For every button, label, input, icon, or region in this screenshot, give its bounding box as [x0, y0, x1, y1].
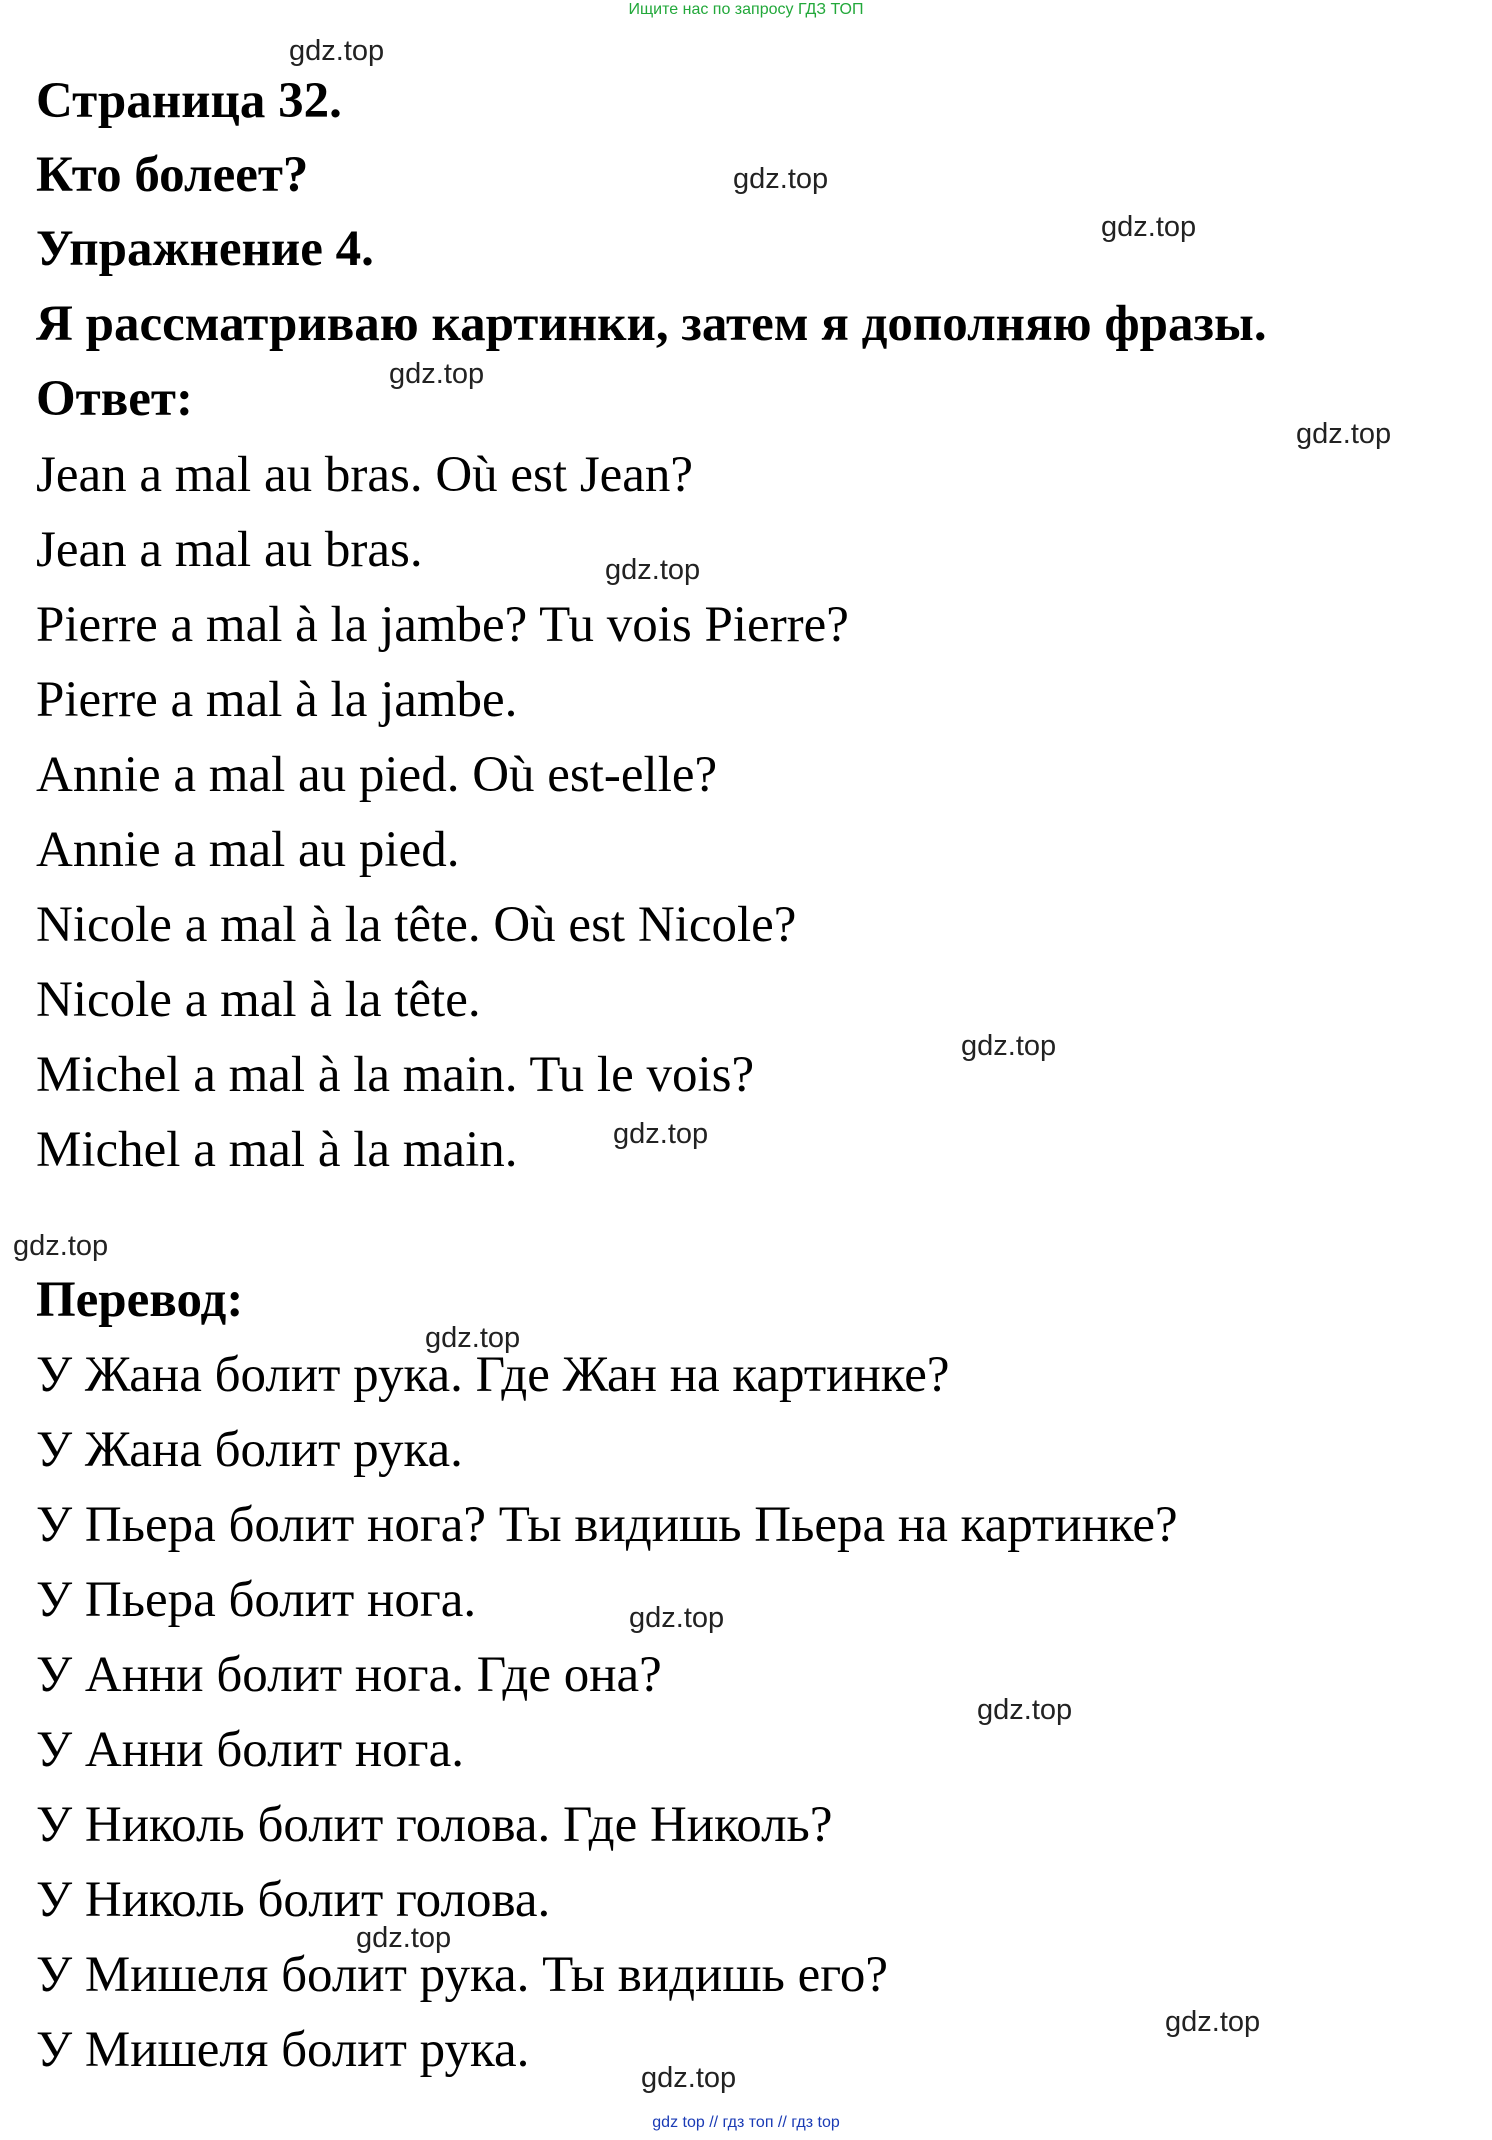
topic-title: Кто болеет? [36, 147, 309, 203]
watermark: gdz.top [389, 358, 485, 390]
watermark: gdz.top [961, 1030, 1057, 1062]
answer-line: Nicole a mal à la tête. [36, 972, 481, 1028]
watermark: gdz.top [641, 2062, 737, 2094]
translation-label: Перевод: [36, 1272, 244, 1328]
answer-line: Annie a mal au pied. Où est-elle? [36, 747, 718, 803]
watermark: gdz.top [629, 1602, 725, 1634]
answer-line: Pierre a mal à la jambe? Tu vois Pierre? [36, 597, 849, 653]
watermark: gdz.top [13, 1230, 109, 1262]
watermark: gdz.top [605, 554, 701, 586]
translation-line: У Анни болит нога. Где она? [36, 1647, 662, 1703]
translation-line: У Николь болит голова. [36, 1872, 551, 1928]
translation-line: У Мишеля болит рука. Ты видишь его? [36, 1947, 889, 2003]
watermark: gdz.top [1165, 2006, 1261, 2038]
answer-line: Michel a mal à la main. [36, 1122, 518, 1178]
watermark: gdz.top [289, 35, 385, 67]
translation-line: У Пьера болит нога? Ты видишь Пьера на картинке? [36, 1497, 1178, 1553]
watermark: gdz.top [613, 1118, 709, 1150]
answer-line: Jean a mal au bras. [36, 522, 423, 578]
answer-line: Michel a mal à la main. Tu le vois? [36, 1047, 755, 1103]
watermark: gdz.top [425, 1322, 521, 1354]
exercise-title: Упражнение 4. [36, 221, 374, 277]
translation-line: У Мишеля болит рука. [36, 2022, 530, 2078]
translation-line: У Пьера болит нога. [36, 1572, 477, 1628]
watermark: gdz.top [1296, 418, 1392, 450]
answer-line: Annie a mal au pied. [36, 822, 460, 878]
page-title: Страница 32. [36, 73, 342, 129]
answer-label: Ответ: [36, 371, 193, 427]
answer-line: Jean a mal au bras. Où est Jean? [36, 447, 694, 503]
translation-line: У Жана болит рука. [36, 1422, 463, 1478]
watermark: gdz.top [733, 163, 829, 195]
translation-line: У Николь болит голова. Где Николь? [36, 1797, 833, 1853]
watermark: gdz.top [977, 1694, 1073, 1726]
top-banner[interactable]: Ищите нас по запросу ГДЗ ТОП [628, 1, 864, 18]
translation-line: У Анни болит нога. [36, 1722, 464, 1778]
watermark: gdz.top [1101, 211, 1197, 243]
bottom-footer[interactable]: gdz top // гдз топ // гдз top [652, 2114, 840, 2131]
translation-line: У Жана болит рука. Где Жан на картинке? [36, 1347, 950, 1403]
answer-line: Pierre a mal à la jambe. [36, 672, 518, 728]
task-text: Я рассматриваю картинки, затем я дополняю фразы. [36, 296, 1267, 352]
answer-line: Nicole a mal à la tête. Où est Nicole? [36, 897, 797, 953]
watermark: gdz.top [356, 1922, 452, 1954]
